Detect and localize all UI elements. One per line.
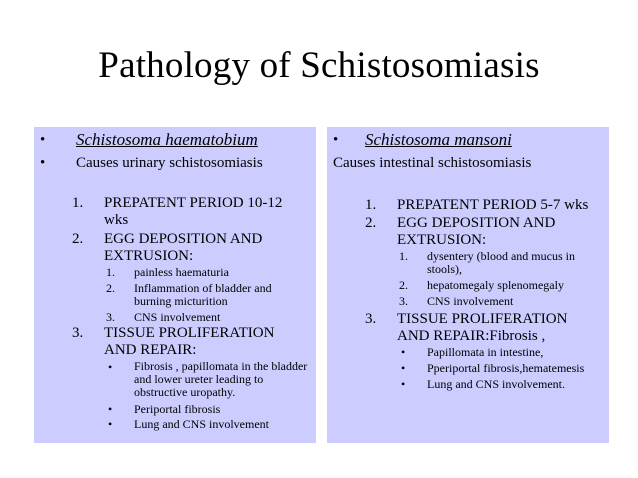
- list-item-text: EGG DEPOSITION AND EXTRUSION:: [397, 215, 556, 248]
- bullet: •: [401, 345, 406, 359]
- sub-number: 3.: [399, 294, 408, 308]
- sub-number: 3.: [106, 310, 115, 324]
- panel-heading: Schistosoma haematobium: [76, 130, 258, 149]
- list-number: 3.: [365, 311, 377, 327]
- list-number: 2.: [365, 215, 377, 231]
- bullet: •: [401, 377, 406, 391]
- sub-item-text: Periportal fibrosis: [134, 402, 221, 416]
- list-item-text: TISSUE PROLIFERATION AND REPAIR:: [104, 325, 275, 358]
- list-number: 1.: [72, 195, 84, 211]
- sub-item-text: Lung and CNS involvement: [134, 417, 269, 431]
- list-item-text: PREPATENT PERIOD 5-7 wks: [397, 197, 589, 213]
- sub-item-text: dysentery (blood and mucus in stools),: [427, 249, 575, 276]
- sub-item-text: painless haematuria: [134, 265, 229, 279]
- bullet: •: [40, 155, 46, 171]
- list-item-text: TISSUE PROLIFERATION AND REPAIR:Fibrosis ,: [397, 311, 568, 344]
- sub-item-text: CNS involvement: [134, 310, 221, 324]
- panel-heading: Schistosoma mansoni: [365, 130, 512, 149]
- bullet: •: [108, 360, 113, 374]
- sub-item-text: hepatomegaly splenomegaly: [427, 278, 564, 292]
- panel-subheading: Causes urinary schistosomiasis: [76, 155, 263, 171]
- sub-number: 2.: [106, 281, 115, 295]
- sub-item-text: Fibrosis , papillomata in the bladder and lower ureter leading to obstructive uropathy.: [134, 359, 308, 399]
- mansoni-panel: [327, 127, 609, 443]
- bullet: •: [401, 361, 406, 375]
- list-number: 2.: [72, 231, 84, 247]
- sub-item-text: Pperiportal fibrosis,hematemesis: [427, 361, 585, 375]
- bullet: •: [108, 417, 113, 431]
- sub-number: 2.: [399, 278, 408, 292]
- sub-number: 1.: [106, 265, 115, 279]
- bullet: •: [108, 402, 113, 416]
- bullet: •: [40, 132, 46, 148]
- list-item-text: EGG DEPOSITION AND EXTRUSION:: [104, 231, 263, 264]
- haematobium-panel: [34, 127, 316, 443]
- sub-item-text: Inflammation of bladder and burning micturition: [134, 281, 272, 308]
- sub-item-text: CNS involvement: [427, 294, 514, 308]
- sub-item-text: Lung and CNS involvement.: [427, 377, 565, 391]
- list-number: 1.: [365, 197, 377, 213]
- slide-title: Pathology of Schistosomiasis: [98, 45, 540, 86]
- panel-subheading: Causes intestinal schistosomiasis: [333, 155, 532, 171]
- sub-item-text: Papillomata in intestine,: [427, 345, 544, 359]
- bullet: •: [333, 132, 339, 148]
- sub-number: 1.: [399, 249, 408, 263]
- list-item-text: PREPATENT PERIOD 10-12 wks: [104, 195, 283, 228]
- list-number: 3.: [72, 325, 84, 341]
